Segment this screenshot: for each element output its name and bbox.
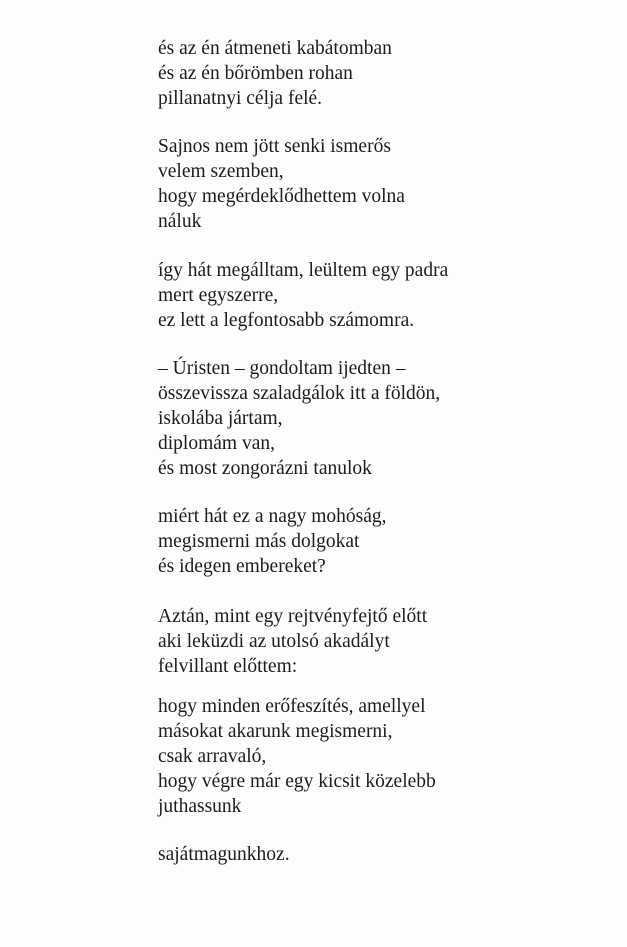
stanza [158,604,427,679]
poem-line: így hát megálltam, leültem egy padra [158,260,449,281]
stanza [158,134,405,234]
poem-line: velem szemben, [158,161,284,182]
poem-line: és az én bőrömben rohan [158,63,353,84]
poem-line: hogy minden erőfeszítés, amellyel [158,696,426,717]
poem-line: Aztán, mint egy rejtvényfejtő előtt [158,606,428,627]
poem-line: Sajnos nem jött senki ismerős [158,136,391,157]
poem-line: másokat akarunk megismerni, [158,721,393,742]
poem-line: náluk [158,211,202,232]
poem-line: és idegen embereket? [158,556,326,577]
stanza [158,504,387,579]
poem-line: – Úristen – gondoltam ijedten – [158,358,406,379]
stanza [158,842,290,867]
poem-line: csak arravaló, [158,746,267,767]
poem-line: aki leküzdi az utolsó akadályt [158,631,390,652]
poem-line: és most zongorázni tanulok [158,458,372,479]
stanza [158,36,392,111]
poem-line: miért hát ez a nagy mohóság, [158,506,387,527]
poem-line: hogy megérdeklődhettem volna [158,186,405,207]
poem-line: diplomám van, [158,433,275,454]
poem-line: juthassunk [158,796,242,817]
stanza [158,694,436,819]
poem-line: iskolába jártam, [158,408,283,429]
poem-line: hogy végre már egy kicsit közelebb [158,771,436,792]
poem-line: felvillant előttem: [158,656,298,677]
poem-line: mert egyszerre, [158,285,279,306]
stanza [158,356,440,481]
poem-page [158,0,607,947]
poem-line: pillanatnyi célja felé. [158,88,323,109]
poem-line: ez lett a legfontosabb számomra. [158,310,415,331]
poem-line: és az én átmeneti kabátomban [158,38,392,59]
poem-line: sajátmagunkhoz. [158,844,290,865]
poem-line: megismerni más dolgokat [158,531,360,552]
poem-line: összevissza szaladgálok itt a földön, [158,383,441,404]
stanza [158,258,448,333]
